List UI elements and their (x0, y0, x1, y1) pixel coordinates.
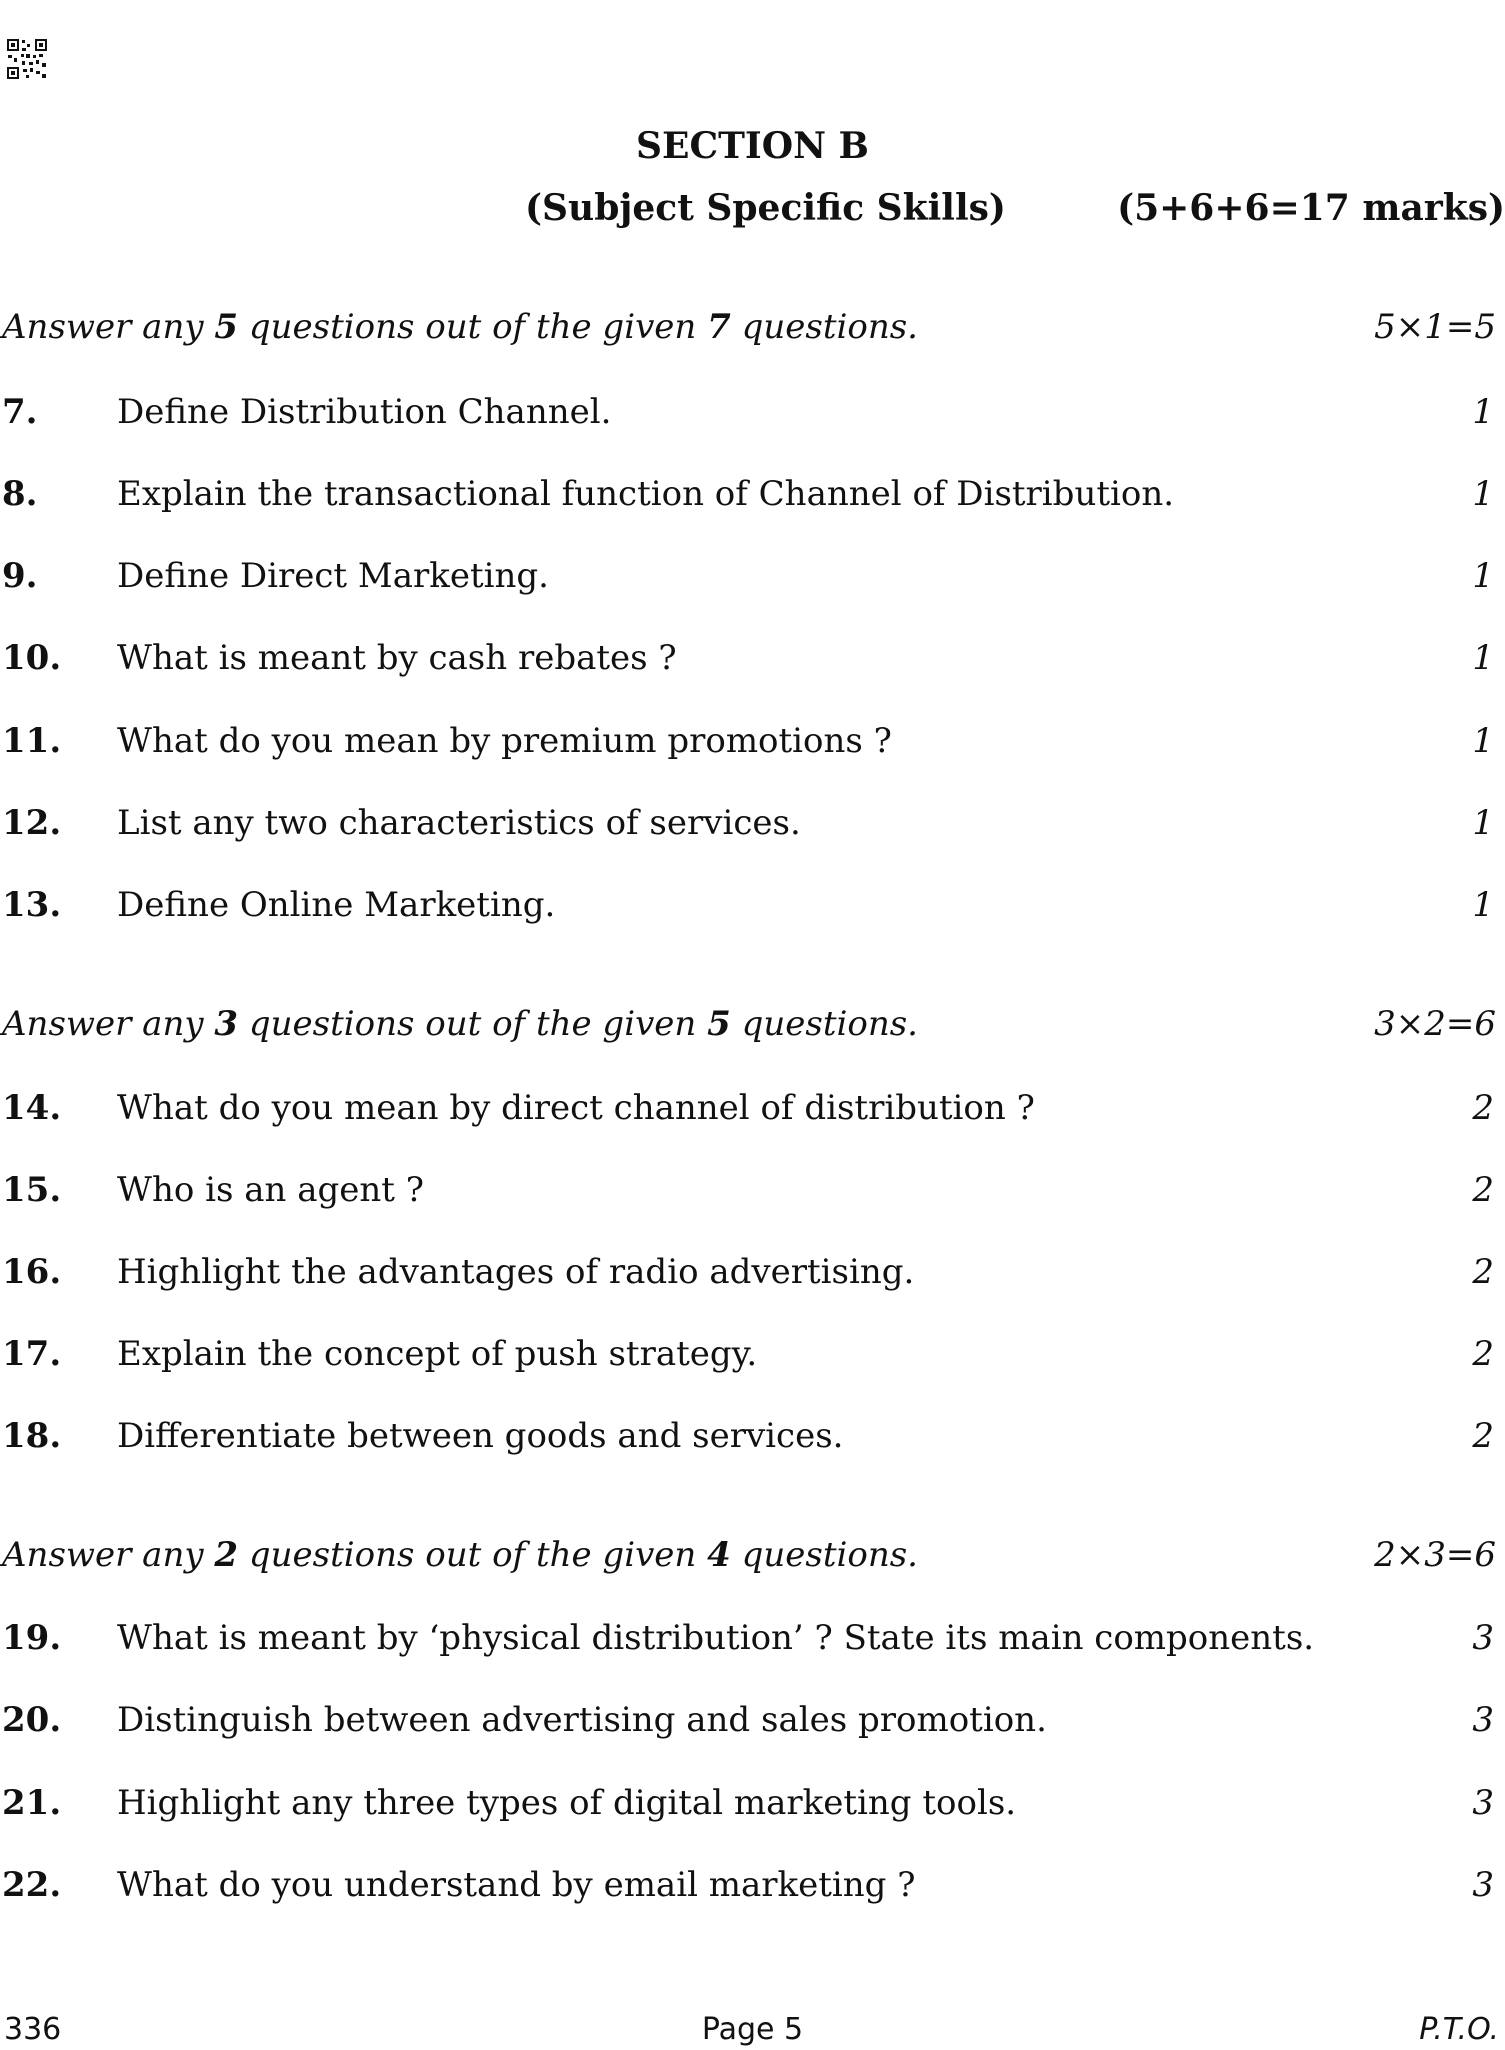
question-number: 18. (2, 1416, 62, 1456)
question-text: Differentiate between goods and services. (117, 1416, 844, 1456)
question-marks: 2 (1472, 1416, 1494, 1456)
question-text: What do you mean by direct channel of distribution ? (117, 1088, 1035, 1128)
question-text: Define Distribution Channel. (117, 392, 612, 432)
qr-code-icon (6, 38, 48, 80)
question-text: List any two characteristics of services. (117, 803, 801, 843)
question-row (0, 1612, 1505, 1664)
group-instruction: Answer any 3 questions out of the given 5 questions. (2, 1004, 918, 1044)
question-row (0, 386, 1505, 438)
question-marks: 3 (1472, 1865, 1494, 1905)
group-marks: 2×3=6 (1374, 1535, 1496, 1575)
paper-code: 336 (4, 2012, 62, 2047)
section-subtitle: (Subject Specific Skills) (525, 187, 1006, 229)
pto-label: P.T.O. (1419, 2012, 1499, 2047)
question-text: Define Direct Marketing. (117, 556, 549, 596)
section-subtitle-row (0, 186, 1505, 230)
question-text: Who is an agent ? (117, 1170, 424, 1210)
section-total-marks: (5+6+6=17 marks) (1117, 187, 1505, 229)
question-text: Explain the concept of push strategy. (117, 1334, 758, 1374)
question-number: 13. (2, 885, 62, 925)
question-marks: 3 (1472, 1618, 1494, 1658)
question-text: Explain the transactional function of Channel of Distribution. (117, 474, 1175, 514)
question-marks: 2 (1472, 1170, 1494, 1210)
question-number: 11. (2, 721, 62, 761)
question-number: 16. (2, 1252, 62, 1292)
question-number: 8. (2, 474, 38, 514)
question-row (0, 1246, 1505, 1298)
question-number: 15. (2, 1170, 62, 1210)
group-instruction-row (0, 1529, 1505, 1581)
question-row (0, 550, 1505, 602)
question-row (0, 468, 1505, 520)
question-row (0, 879, 1505, 931)
group-instruction: Answer any 2 questions out of the given 4 questions. (2, 1535, 918, 1575)
question-marks: 1 (1472, 556, 1494, 596)
question-number: 20. (2, 1700, 62, 1740)
question-marks: 1 (1472, 474, 1494, 514)
section-title: SECTION B (636, 125, 869, 167)
question-marks: 1 (1472, 392, 1494, 432)
question-text: Distinguish between advertising and sales promotion. (117, 1700, 1047, 1740)
question-number: 17. (2, 1334, 62, 1374)
group-instruction-row (0, 301, 1505, 353)
question-row (0, 632, 1505, 684)
group-marks: 5×1=5 (1374, 307, 1496, 347)
question-marks: 1 (1472, 721, 1494, 761)
question-marks: 1 (1472, 638, 1494, 678)
question-text: What is meant by ‘physical distribution’ ? State its main components. (117, 1618, 1315, 1658)
question-row (0, 1694, 1505, 1746)
question-number: 19. (2, 1618, 62, 1658)
question-marks: 2 (1472, 1088, 1494, 1128)
page-footer (0, 2010, 1505, 2050)
question-text: What do you understand by email marketing ? (117, 1865, 916, 1905)
question-marks: 3 (1472, 1700, 1494, 1740)
question-row (0, 1777, 1505, 1829)
question-row (0, 1164, 1505, 1216)
page-number: Page 5 (701, 2012, 804, 2047)
question-text: What do you mean by premium promotions ? (117, 721, 892, 761)
question-text: Highlight any three types of digital marketing tools. (117, 1783, 1017, 1823)
question-row (0, 1859, 1505, 1911)
question-number: 10. (2, 638, 62, 678)
question-number: 9. (2, 556, 38, 596)
question-row (0, 1328, 1505, 1380)
question-row (0, 1082, 1505, 1134)
question-number: 12. (2, 803, 62, 843)
question-marks: 2 (1472, 1334, 1494, 1374)
question-marks: 3 (1472, 1783, 1494, 1823)
question-row (0, 797, 1505, 849)
question-number: 14. (2, 1088, 62, 1128)
question-text: Highlight the advantages of radio advertising. (117, 1252, 915, 1292)
question-marks: 1 (1472, 885, 1494, 925)
question-row (0, 715, 1505, 767)
question-number: 7. (2, 392, 38, 432)
question-marks: 2 (1472, 1252, 1494, 1292)
question-number: 22. (2, 1865, 62, 1905)
question-row (0, 1410, 1505, 1462)
question-text: What is meant by cash rebates ? (117, 638, 677, 678)
question-marks: 1 (1472, 803, 1494, 843)
question-number: 21. (2, 1783, 62, 1823)
group-instruction-row (0, 998, 1505, 1050)
question-text: Define Online Marketing. (117, 885, 556, 925)
group-marks: 3×2=6 (1374, 1004, 1496, 1044)
group-instruction: Answer any 5 questions out of the given 7 questions. (2, 307, 918, 347)
